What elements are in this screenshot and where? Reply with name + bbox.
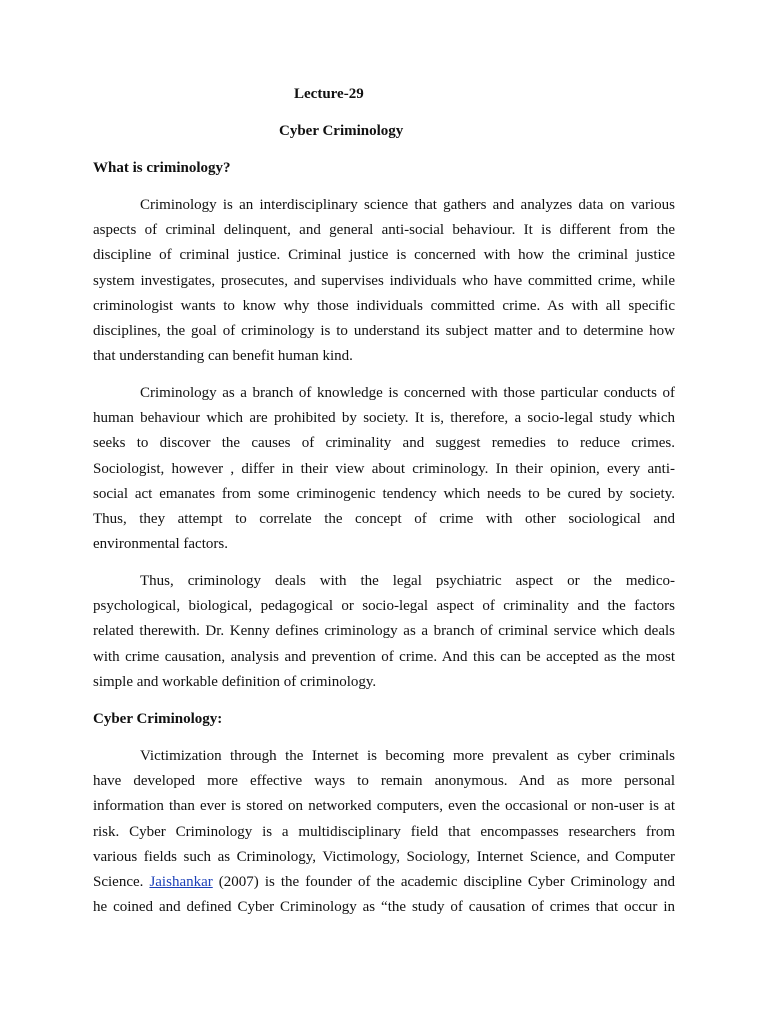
page-title: Cyber Criminology (279, 123, 404, 139)
paragraph-line: disciplines, the goal of criminology is to understand its subject matter and to determine how (93, 322, 675, 339)
paragraph-line: Sociologist, however , differ in their view about criminology. In their opinion, every anti- (93, 460, 675, 477)
paragraph-line: Thus, they attempt to correlate the concept of crime with other sociological and (93, 510, 675, 527)
paragraph-3 (93, 573, 675, 699)
paragraph-line: have developed more effective ways to remain anonymous. And as more personal (93, 773, 675, 790)
paragraph-1 (93, 197, 675, 373)
paragraph-line: Criminology is an interdisciplinary science that gathers and analyzes data on various (140, 197, 675, 213)
jaishankar-link[interactable]: Jaishankar (149, 873, 213, 890)
paragraph-line: seeks to discover the causes of criminality and suggest remedies to reduce crimes. (93, 435, 675, 452)
paragraph-line: Victimization through the Internet is becoming more prevalent as cyber criminals (140, 748, 675, 764)
paragraph-line: with crime causation, analysis and prevention of crime. And this can be accepted as the most (93, 648, 675, 665)
paragraph-line-with-link (93, 874, 675, 899)
paragraph-line: risk. Cyber Criminology is a multidisciplinary field that encompasses researchers from (93, 823, 675, 840)
section-heading-cyber-criminology: Cyber Criminology: (93, 711, 223, 727)
paragraph-line: various fields such as Criminology, Victimology, Sociology, Internet Science, and Computer (93, 848, 675, 865)
paragraph-line: human behaviour which are prohibited by society. It is, therefore, a socio-legal study which (93, 410, 675, 427)
paragraph-line: Thus, criminology deals with the legal psychiatric aspect or the medico- (140, 573, 675, 589)
paragraph-line: he coined and defined Cyber Criminology as “the study of causation of crimes that occur in (93, 899, 675, 916)
paragraph-line: related therewith. Dr. Kenny defines criminology as a branch of criminal service which deals (93, 623, 675, 640)
paragraph-2 (93, 385, 675, 561)
paragraph-line: social act emanates from some criminogenic tendency which needs to be cured by society. (93, 485, 675, 502)
paragraph-line: psychological, biological, pedagogical or socio-legal aspect of criminality and the factors (93, 598, 675, 615)
paragraph-line: simple and workable definition of criminology. (93, 673, 377, 690)
lecture-number: Lecture-29 (294, 86, 364, 102)
section-heading-what-is-criminology: What is criminology? (93, 160, 231, 176)
line-text-after-link: (2007) is the founder of the academic discipline Cyber Criminology and (212, 873, 675, 890)
paragraph-line: criminologist wants to know why those individuals committed crime. As with all specific (93, 297, 675, 314)
paragraph-line: information than ever is stored on networked computers, even the occasional or non-user is at (93, 798, 675, 815)
paragraph-4 (93, 748, 675, 924)
paragraph-line: discipline of criminal justice. Criminal justice is concerned with how the criminal justice (93, 247, 675, 264)
line-text-before-link: Science. (93, 873, 150, 890)
paragraph-line: environmental factors. (93, 536, 228, 553)
paragraph-line: that understanding can benefit human kind. (93, 348, 353, 365)
paragraph-line: Criminology as a branch of knowledge is concerned with those particular conducts of (140, 385, 675, 401)
paragraph-line: system investigates, prosecutes, and supervises individuals who have committed crime, while (93, 272, 675, 289)
paragraph-line: aspects of criminal delinquent, and general anti-social behaviour. It is different from the (93, 222, 675, 239)
